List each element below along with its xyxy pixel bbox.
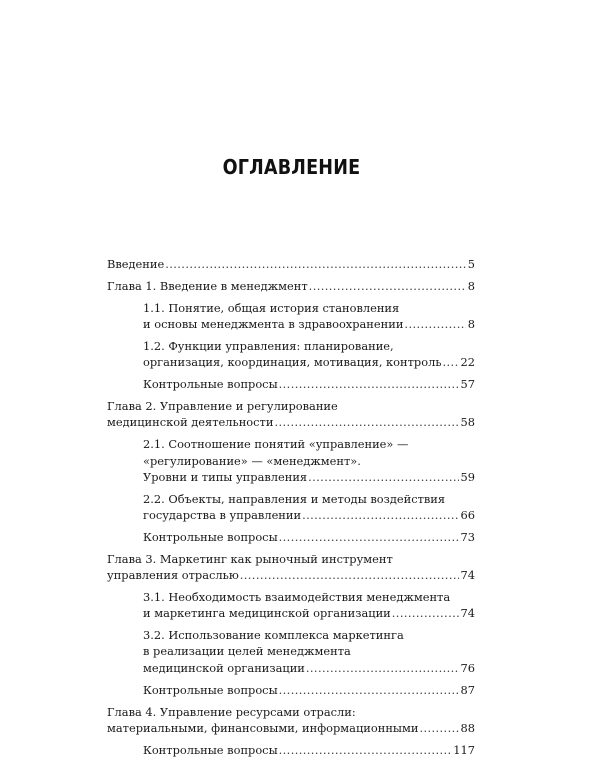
dot-leader bbox=[443, 354, 459, 370]
toc-line bbox=[143, 376, 475, 392]
toc-entry-section-1-2[interactable] bbox=[107, 338, 475, 371]
dot-leader bbox=[279, 529, 459, 545]
toc-page-number: 88 bbox=[460, 720, 475, 735]
toc-entry-title: Контрольные вопросы bbox=[143, 377, 278, 392]
table-of-contents bbox=[107, 256, 475, 764]
toc-entry-title: в реализации целей менеджмента bbox=[143, 644, 351, 659]
toc-page-number: 73 bbox=[460, 529, 475, 544]
toc-line bbox=[107, 551, 475, 567]
toc-entry-introduction[interactable] bbox=[107, 256, 475, 272]
toc-entry-chapter-3[interactable] bbox=[107, 551, 475, 584]
toc-line bbox=[143, 436, 475, 452]
dot-leader bbox=[392, 605, 459, 621]
toc-entry-section-2-2[interactable] bbox=[107, 491, 475, 524]
toc-entry-title: медицинской организации bbox=[143, 660, 305, 675]
toc-line bbox=[107, 414, 475, 430]
dot-leader bbox=[274, 414, 458, 430]
page-title: ОГЛАВЛЕНИЕ bbox=[222, 155, 361, 179]
toc-line bbox=[143, 316, 475, 332]
toc-line bbox=[143, 491, 475, 507]
toc-page-number: 74 bbox=[460, 568, 475, 583]
toc-page-number: 5 bbox=[467, 257, 475, 271]
toc-line bbox=[143, 660, 475, 676]
toc-entry-title: Глава 4. Управление ресурсами отрасли: bbox=[107, 704, 356, 719]
dot-leader bbox=[302, 507, 458, 523]
toc-line bbox=[143, 469, 475, 485]
toc-line bbox=[143, 338, 475, 354]
toc-entry-title: 1.1. Понятие, общая история становления bbox=[143, 300, 400, 315]
dot-leader bbox=[308, 469, 458, 485]
dot-leader bbox=[240, 567, 459, 583]
toc-line bbox=[143, 529, 475, 545]
toc-line bbox=[143, 627, 475, 643]
toc-entry-title: Контрольные вопросы bbox=[143, 682, 278, 697]
toc-line bbox=[143, 300, 475, 316]
toc-entry-title: Глава 2. Управление и регулирование bbox=[107, 399, 338, 414]
toc-line bbox=[143, 453, 475, 469]
toc-page-number: 58 bbox=[460, 415, 475, 430]
toc-entry-section-2-1[interactable] bbox=[107, 436, 475, 485]
toc-line bbox=[107, 278, 475, 294]
toc-entry-title: и основы менеджмента в здравоохранении bbox=[143, 317, 404, 332]
toc-entry-title: организация, координация, мотивация, контроль bbox=[143, 355, 442, 370]
toc-entry-section-3-1[interactable] bbox=[107, 589, 475, 622]
toc-line bbox=[107, 704, 475, 720]
toc-entry-chapter-1[interactable] bbox=[107, 278, 475, 294]
toc-line bbox=[143, 605, 475, 621]
toc-page-number: 8 bbox=[467, 278, 475, 293]
toc-entry-title: управления отраслью bbox=[107, 568, 239, 583]
toc-entry-title: Введение bbox=[107, 257, 165, 271]
toc-entry-section-1-1[interactable] bbox=[107, 300, 475, 333]
toc-line bbox=[107, 256, 475, 272]
toc-entry-title: Глава 3. Маркетинг как рыночный инструмент bbox=[107, 551, 393, 566]
dot-leader bbox=[309, 278, 466, 294]
toc-line bbox=[143, 643, 475, 659]
dot-leader bbox=[279, 682, 459, 698]
toc-entry-title: Контрольные вопросы bbox=[143, 742, 278, 757]
toc-page-number: 57 bbox=[460, 377, 475, 392]
dot-leader bbox=[419, 720, 458, 736]
toc-line bbox=[107, 567, 475, 583]
toc-line bbox=[107, 398, 475, 414]
dot-leader bbox=[279, 376, 459, 392]
toc-entry-title: Уровни и типы управления bbox=[143, 469, 308, 484]
toc-entry-title: Контрольные вопросы bbox=[143, 529, 278, 544]
toc-page-number: 76 bbox=[460, 660, 475, 675]
toc-entry-title: материальными, финансовыми, информационными bbox=[107, 720, 419, 735]
toc-entry-review-questions-1[interactable] bbox=[107, 376, 475, 392]
toc-entry-title: медицинской деятельности bbox=[107, 415, 274, 430]
toc-page-number: 59 bbox=[460, 469, 475, 484]
toc-entry-title: 3.2. Использование комплекса маркетинга bbox=[143, 628, 404, 643]
toc-entry-title: «регулирование» — «менеджмент». bbox=[143, 453, 361, 468]
toc-line bbox=[107, 720, 475, 736]
toc-entry-title: и маркетинга медицинской организации bbox=[143, 606, 391, 621]
toc-page-number: 66 bbox=[460, 508, 475, 523]
toc-page-number: 22 bbox=[460, 355, 475, 370]
toc-entry-chapter-4[interactable] bbox=[107, 704, 475, 737]
toc-line bbox=[143, 507, 475, 523]
dot-leader bbox=[404, 316, 465, 332]
toc-entry-title: 3.1. Необходимость взаимодействия менеджмента bbox=[143, 589, 451, 604]
toc-entry-review-questions-2[interactable] bbox=[107, 529, 475, 545]
toc-entry-title: 1.2. Функции управления: планирование, bbox=[143, 338, 394, 353]
toc-line bbox=[143, 682, 475, 698]
toc-entry-title: 2.2. Объекты, направления и методы воздействия bbox=[143, 491, 446, 506]
toc-entry-review-questions-3[interactable] bbox=[107, 682, 475, 698]
dot-leader bbox=[306, 660, 459, 676]
toc-entry-title: 2.1. Соотношение понятий «управление» — bbox=[143, 437, 409, 452]
toc-page-number: 8 bbox=[467, 317, 475, 332]
toc-entry-title: Глава 1. Введение в менеджмент bbox=[107, 278, 308, 293]
toc-line bbox=[143, 589, 475, 605]
toc-entry-section-3-2[interactable] bbox=[107, 627, 475, 676]
toc-entry-title: государства в управлении bbox=[143, 508, 302, 523]
toc-entry-chapter-2[interactable] bbox=[107, 398, 475, 431]
toc-page-number: 117 bbox=[453, 742, 475, 757]
toc-page-number: 87 bbox=[460, 682, 475, 697]
toc-page-number: 74 bbox=[460, 606, 475, 621]
dot-leader bbox=[165, 256, 466, 272]
toc-line bbox=[143, 354, 475, 370]
